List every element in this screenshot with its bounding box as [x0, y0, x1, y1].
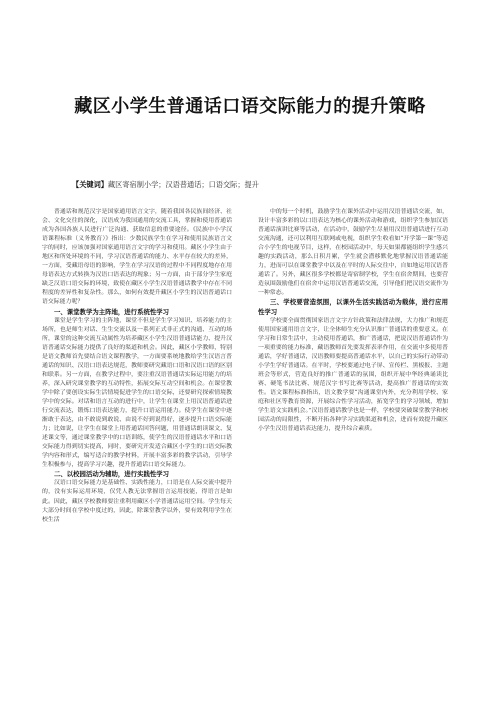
keywords-label: 【关键词】	[72, 180, 108, 189]
keywords-line	[72, 180, 452, 190]
section-heading: 二、以校园活动为辅助，进行实践性学习	[54, 470, 170, 479]
body-paragraph: 中的每一个时机，鼓励学生在课外活动中运用汉语普通话交流，如，设计丰富多彩的以口语表达为核心的课外活动和游戏，组织学生参加汉语普通话演讲比赛等活动，在活动中，鼓励学生尽量用汉语普通话进行互动交流沟通，还可以利用互联网或电视，组织学生收看如“开学第一课”等适合小学生的电视节目，这样，在校园活动中，每天如果都能组织学生感兴趣的实践活动，那么日积月累，学生就会潜移默化地掌握汉语普通话能力，进而可以在课堂教学中以及在平时的人际交往中，自如地运用汉语普通话了。另外，藏区很多学校都是寄宿制学校，学生在宿舍期间，也要营造氛围鼓励他们在宿舍中运用汉语普通话交流，引导他们把汉语交流作为一种常态。	[258, 209, 448, 297]
body-paragraph: 普通话和规范汉字是国家通用语言文字，随着我国各民族间经济、社会、文化交往的深化，汉语成为我国通用的交流工具，掌握和使用普通话成为各国各族人民进行广泛沟通、获取信息的重要途径。《民族中小学汉语课程标准（义务教育）》指出：少数民族学生在学习和使用民族语言文字的同时，应该加强对国家通用语言文字的学习和使用。藏区小学生由于地区和所处环境的不同，学习汉语普通话的能力、水平存在较大的差异，一方面，受藏语母语的影响，学生在学习汉语的过程中不同程度地存在用母语表达方式转换为汉语口语表达的现象；另一方面，由于部分学生家庭缺乏汉语口语交际的环境，致使在藏区小学生汉语普通话教学中存在不同程度的差异性和复杂性。那么，如何有效提升藏区小学生的汉语普通话口语交际能力呢？	[42, 209, 232, 306]
body-paragraph: 学校要全面贯彻国家语言文字方针政策和法律法规，大力推广和规范使用国家通用语言文字，让全体师生充分认识推广普通话的重要意义。在学习和日常生活中，主动使用普通话，推广普通话，把说汉语普通话作为一项重要的能力标准，藏语教师首先要发挥表率作用，在交流中多使用普通话，学好普通话，汉语教师要提高普通话水平，以自己的实际行动带动小学生学好普通话。在平时，学校要通过电子屏、宣传栏、黑板报、主题班会等形式，营造良好的推广普通话的氛围，组织开展中华经典诵读比赛、硬笔书法比赛、规范汉字书写比赛等活动，提高推广普通话的实效性。语文课程标准指出，语文教学要“沟通课堂内外，充分利用学校、家庭和社区等教育资源，开展综合性学习活动，拓宽学生的学习领域，增加学生语文实践机会。”汉语普通话教学也是一样，学校要突破课堂教学和校园活动的局限性，不断开拓各种学习实践渠道和机会，进而有效提升藏区小学生汉语普通话表达能力，提升综合素质。	[258, 317, 448, 433]
section-heading: 三、学校要营造氛围，以课外生活实践活动为载体，进行应用性学习	[258, 298, 448, 316]
body-paragraph: 课堂是学生学习的主阵地，课堂不但是学生学习知识、培养能力的主场所，也是师生对话、生生交流以及一系列正式非正式的沟通、互动的场所，课堂的这种交流互动属性为培养藏区小学生汉语普通话能力、提升汉语普通话交际能力提供了良好的渠道和机会。因此，藏区小学教师，特别是语文教师首先要结合语文课程教学，一方面要系统地教给学生汉语言普通话的知识、汉语口语表达规范，教师要研究藏语口语和汉语口语的区别和联系。另一方面，在教学过程中，要注重汉语普通话实际运用能力的培养，深入研究课堂教学的互动特性，拓展交际互动空间和机会。在课堂教学中除了要创设实际生活情境促进学生的口语交际，还要研究探索情境教学中的交际。对话和语言互动的进行中，让学生在课堂上用汉语普通话进行交流表达，锻炼口语表达能力，提升口语运用能力。使学生在课堂中逐渐敢于表达，由不敢说到敢说、由说不好到说得好，逐步提升口语交际能力；比如说，让学生在课堂上用普通话回答问题，用普通话朗读课文、复述课文等，通过课堂教学中的口语训练，使学生的汉语普通话水平和口语交际能力得到切实提高，同时，要研究开发适合藏区小学生的口语交际教学内容和形式，编写适合的教学材料，开展丰富多彩的教学活动，引导学生积极参与，提高学习兴趣，提升普通话口语交际能力。	[42, 317, 232, 469]
body-paragraph: 汉语口语交际能力是基础性、实践性能力，口语是在人际交流中提升的，没有实际运用环境，仅凭人教无法掌握语言运用技能，得语言是如此。因此，藏区学校教师要注重利用藏区小学普通话运用空间。学生每天大部分时间在学校中度过的，因此，除课堂教学以外，要有效利用学生在校生活	[42, 480, 232, 523]
left-column	[42, 208, 232, 698]
right-column	[258, 208, 448, 698]
section-heading: 一、课堂教学为主阵地，进行系统性学习	[54, 307, 170, 316]
keywords-text: 藏区寄宿制小学；汉语普通话；口语交际；提升	[107, 180, 259, 189]
article-title: 藏区小学生普通话口语交际能力的提升策略	[74, 96, 426, 117]
